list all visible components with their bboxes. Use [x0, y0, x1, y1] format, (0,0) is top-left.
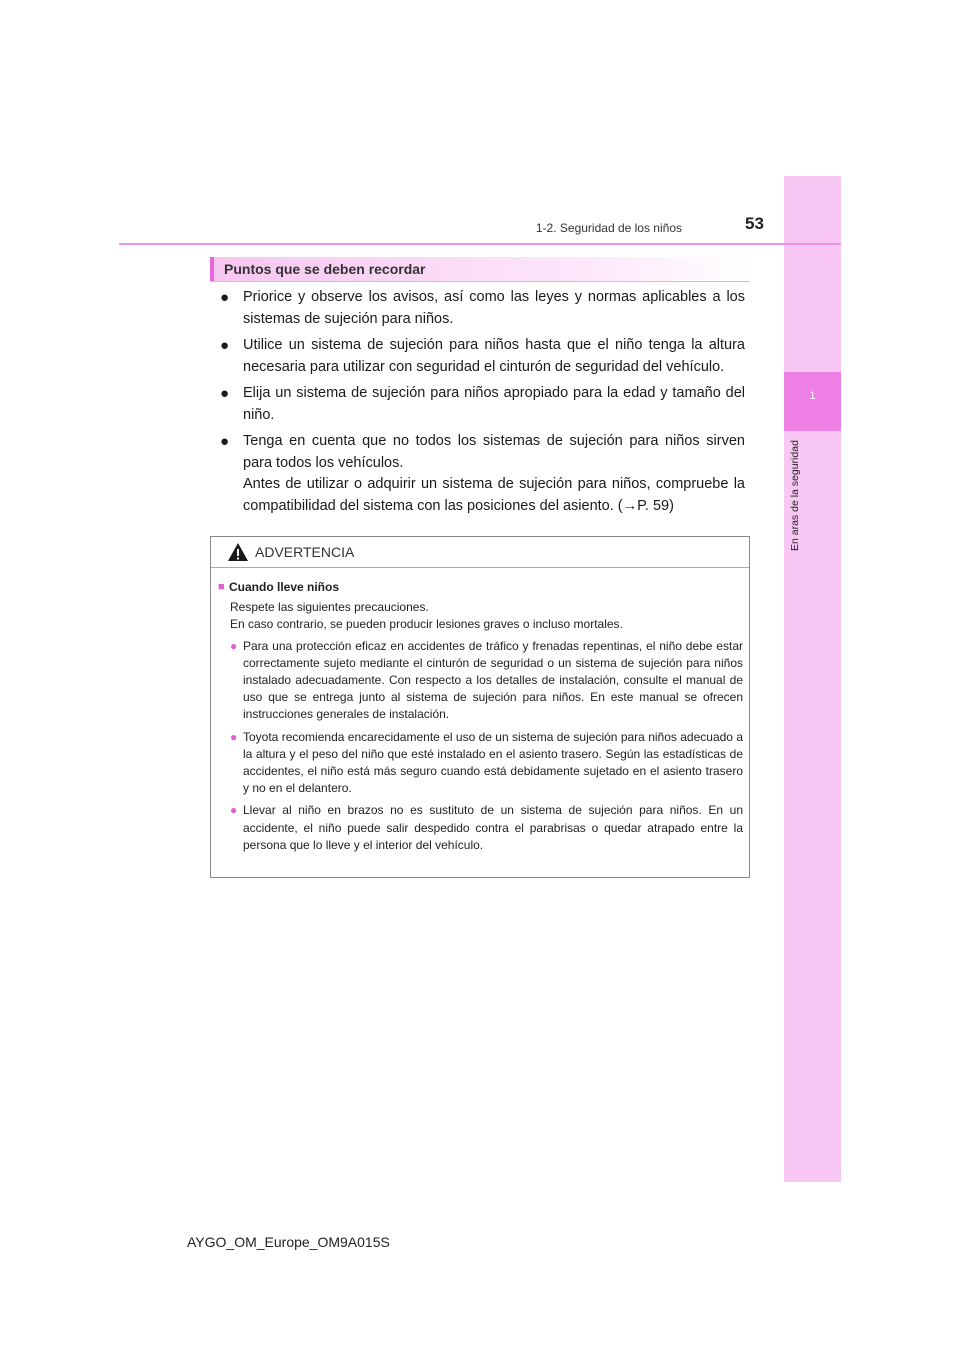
- pink-circle-icon: ●: [230, 638, 238, 653]
- list-item: ● Toyota recomienda encarecidamente el uso de un sistema de sujeción para niños adecuado a la altura y el peso del niño que esté instalado en el asiento trasero. Según las estadísticas de accidentes, el niño está más seguro cuando está debidamente sujetado en el asiento trasero y no en el delantero.: [230, 729, 743, 796]
- list-item: ● Llevar al niño en brazos no es sustituto de un sistema de sujeción para niños. En un accidente, el niño puede salir despedido contra el parabrisas o quedar atrapado entre la persona que lo lleve y el interior del vehículo.: [230, 803, 743, 852]
- list-item: ● Priorice y observe los avisos, así como las leyes y normas aplicables a los sistemas de sujeción para niños.: [220, 289, 745, 327]
- side-tab-label: En aras de la seguridad: [789, 440, 801, 551]
- header-rule: [119, 243, 841, 245]
- black-circle-icon: ●: [220, 337, 230, 354]
- warning-subtitle: ■ Cuando lleve niños: [219, 579, 745, 596]
- warning-body: [219, 579, 745, 859]
- black-circle-icon: ●: [220, 433, 230, 450]
- black-circle-icon: ●: [220, 289, 230, 306]
- subheading-title: Puntos que se deben recordar: [224, 261, 426, 277]
- pink-square-icon: ■: [218, 581, 225, 593]
- warning-title: ADVERTENCIA: [255, 544, 355, 560]
- list-item: ● Para una protección eficaz en accidentes de tráfico y frenadas repentinas, el niño debe estar correctamente sujeto mediante el cinturón de seguridad o un sistema de sujeción para niños instalado adecuadamente. Con respecto a los detalles de instalación, consulte el manual de uso que se entrega junto al sistema de sujeción para niños. En este manual se ofrecen instrucciones generales de instalación.: [230, 638, 743, 722]
- subheading: [210, 257, 750, 282]
- list-item: ● Tenga en cuenta que no todos los sistemas de sujeción para niños sirven para todos los vehículos. Antes de utilizar o adquirir un sistema de sujeción para niños, compruebe la compatibilidad del sistema con las posiciones del asiento. (→P. 59): [220, 433, 745, 514]
- side-tab-number: 1: [809, 390, 816, 402]
- side-tab: [784, 176, 841, 1182]
- page-number: 53: [745, 214, 764, 233]
- black-circle-icon: ●: [220, 385, 230, 402]
- pink-circle-icon: ●: [230, 803, 238, 818]
- list-item: ● Utilice un sistema de sujeción para niños hasta que el niño tenga la altura necesaria para utilizar con seguridad el cinturón de seguridad del vehículo.: [220, 337, 745, 375]
- warning-intro: Respete las siguientes precauciones. En caso contrario, se pueden producir lesiones graves o incluso mortales.: [230, 600, 623, 632]
- list-item: ● Elija un sistema de sujeción para niños apropiado para la edad y tamaño del niño.: [220, 385, 745, 423]
- bullet-list: [220, 287, 745, 522]
- footer-code: AYGO_OM_Europe_OM9A015S: [187, 1234, 390, 1250]
- warning-header: [211, 537, 749, 568]
- pink-circle-icon: ●: [230, 729, 238, 744]
- page-reference-text: Antes de utilizar o adquirir un sistema de sujeción para niños, compruebe la compatibilidad del sistema con las posiciones del asiento. (→P. 59): [243, 476, 745, 514]
- subheading-marker: [210, 257, 214, 281]
- section-title: 1-2. Seguridad de los niños: [535, 221, 682, 235]
- warning-triangle-icon: [227, 542, 249, 562]
- warning-box: [210, 536, 750, 878]
